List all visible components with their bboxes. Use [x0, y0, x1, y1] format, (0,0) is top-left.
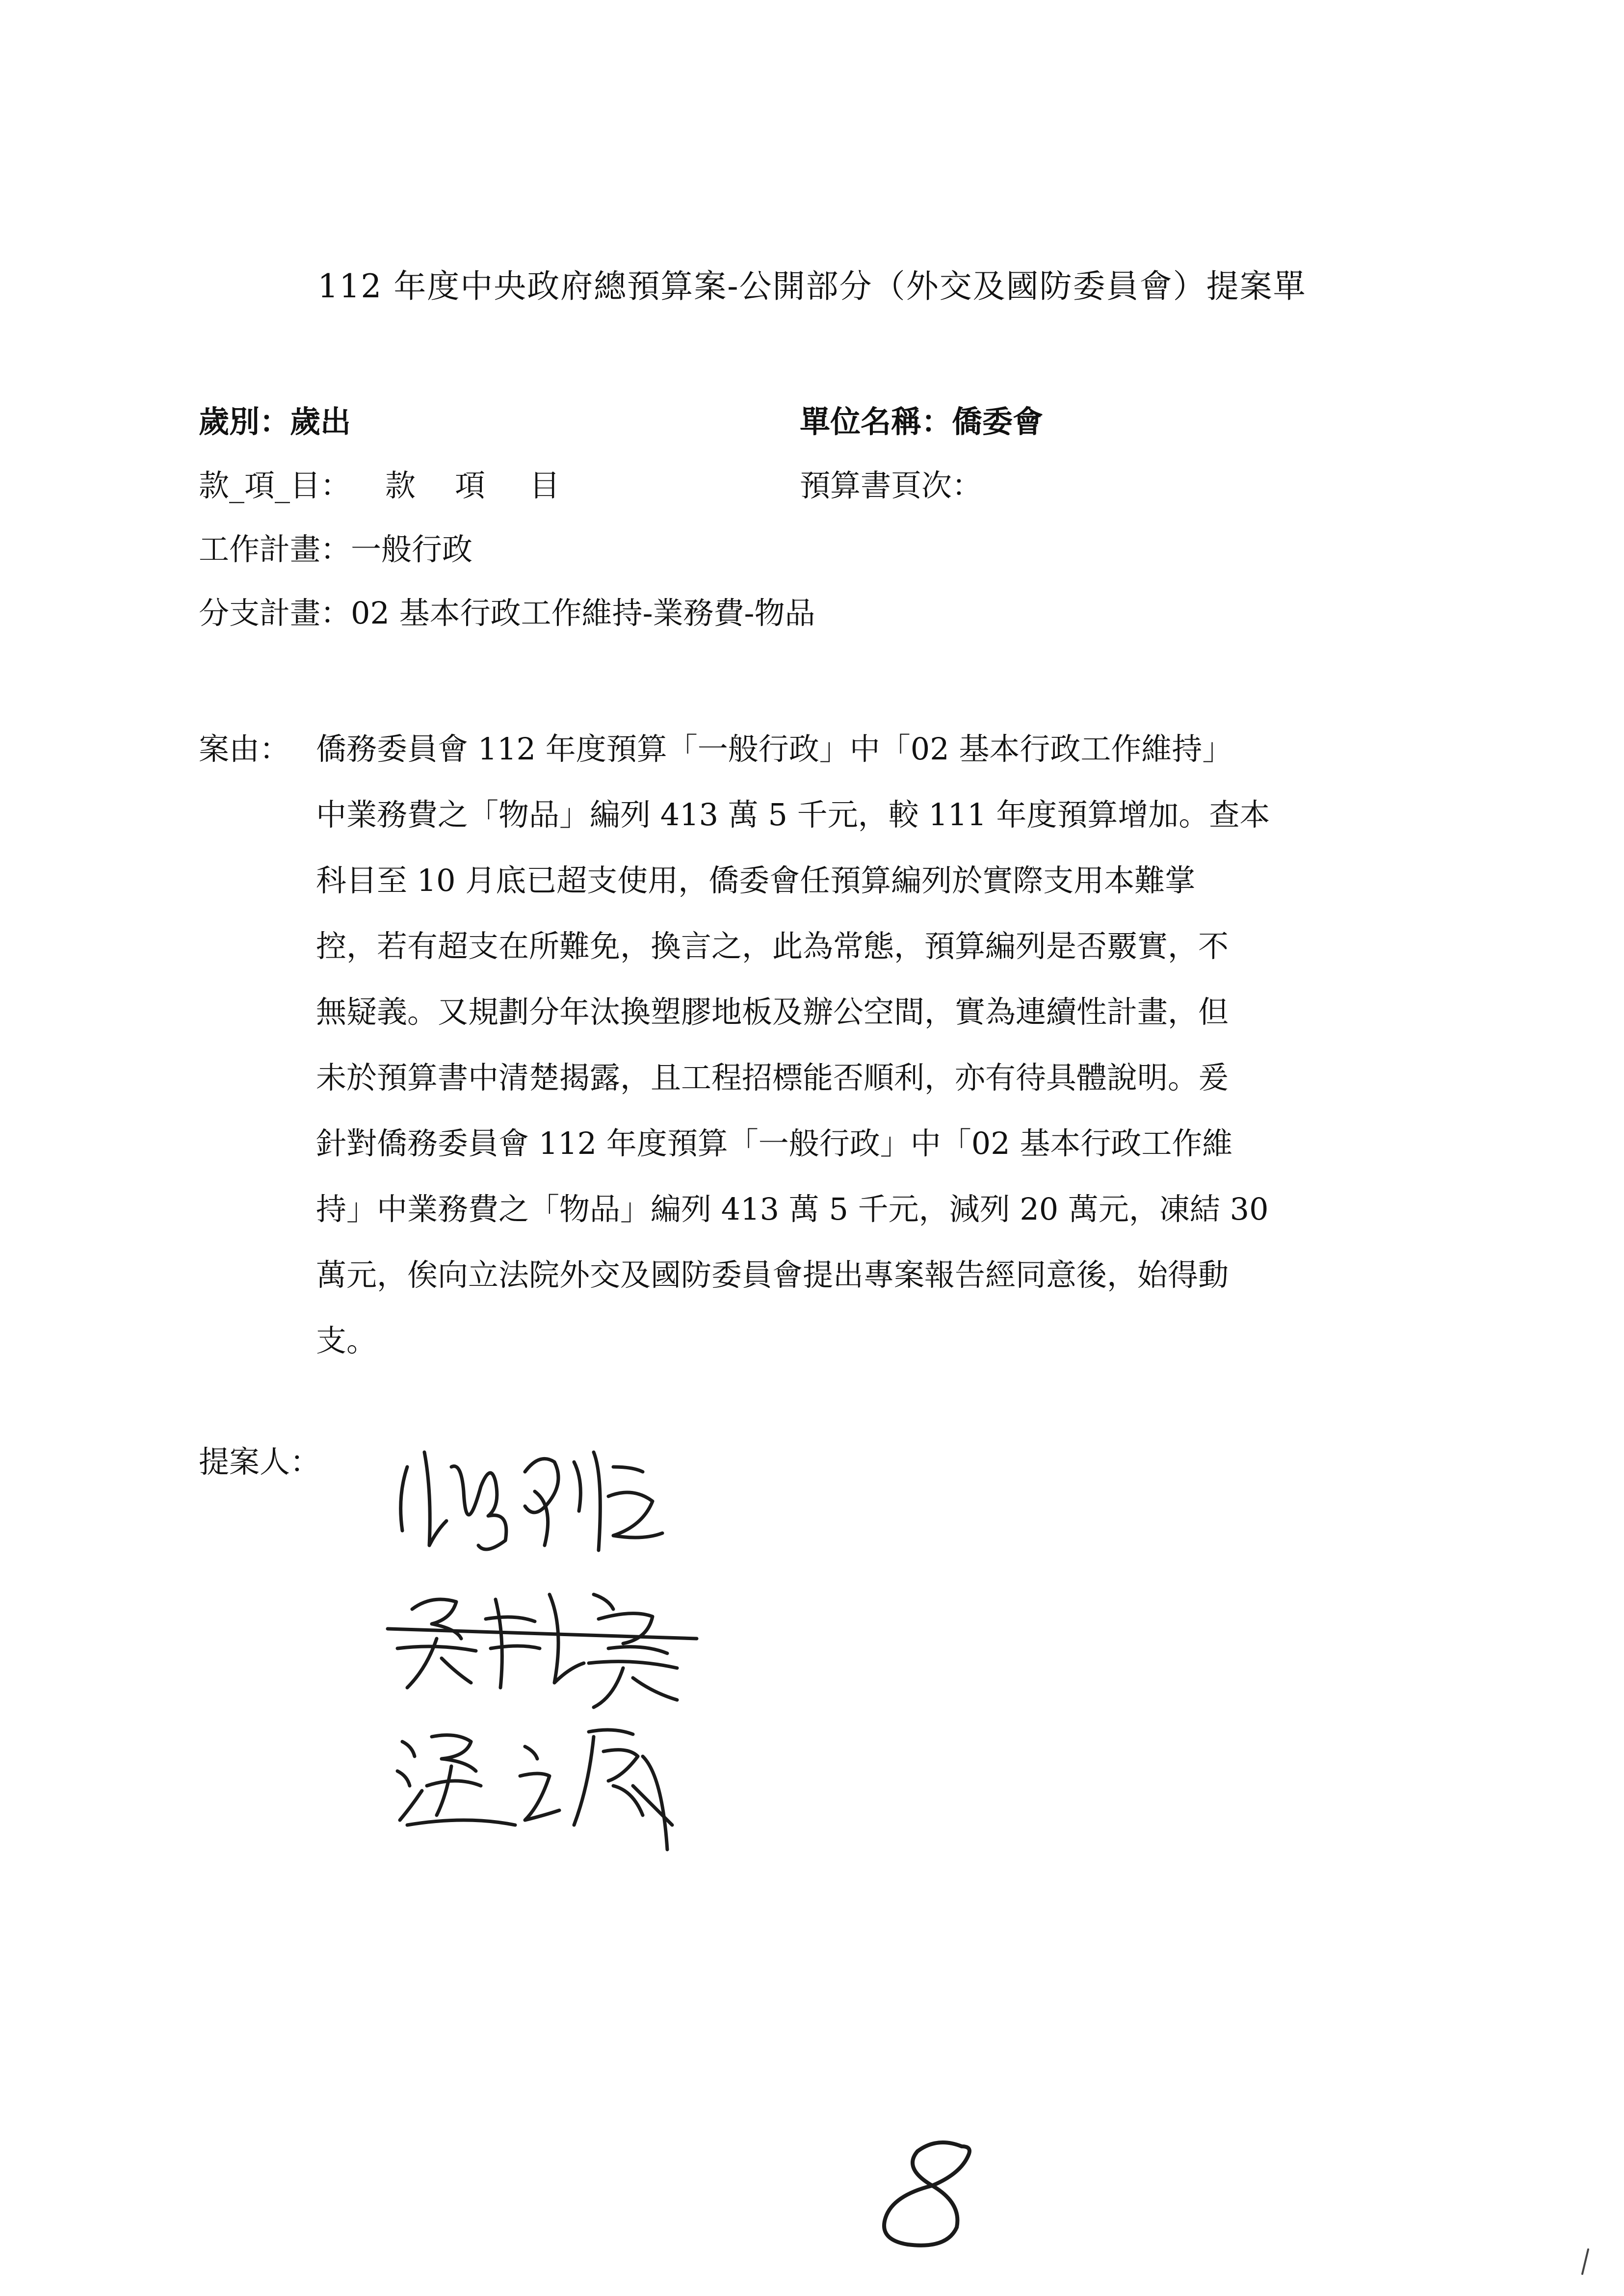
kuan-value: 款: [385, 468, 416, 503]
proposal-line: 無疑義。又規劃分年汰換塑膠地板及辦公空間，實為連續性計畫，但: [316, 994, 1229, 1030]
proposal-body: [316, 716, 1455, 1374]
proposal-line: 中業務費之「物品」編列 413 萬 5 千元，較 111 年度預算增加。查本: [316, 797, 1270, 833]
signature-2: [388, 1594, 697, 1707]
unit-field: [800, 397, 1043, 441]
kuan-xiang-mu-label: 款_項_目：: [199, 468, 351, 503]
sub-plan-field: 分支計畫：02 基本行政工作維持-業務費-物品: [199, 595, 815, 631]
proposal-line: 控，若有超支在所難免，換言之，此為常態，預算編列是否覈實，不: [316, 928, 1229, 964]
xiang-value: 項: [455, 468, 486, 503]
kuan-xiang-mu-field: [199, 461, 560, 505]
handwritten-page-number: [864, 2134, 991, 2252]
signature-3: [397, 1730, 672, 1850]
budget-page-ref-field: [800, 461, 982, 505]
corner-scan-mark: [1577, 2247, 1592, 2276]
category-field: [199, 397, 351, 441]
proposal-line: 針對僑務委員會 112 年度預算「一般行政」中「02 基本行政工作維: [316, 1125, 1233, 1161]
budget-page-ref-label: 預算書頁次：: [800, 468, 983, 503]
proposal-line: 科目至 10 月底已超支使用，僑委會任預算編列於實際支用本難掌: [316, 862, 1196, 898]
unit-value: 僑委會: [952, 404, 1044, 440]
proposal-line: 支。: [316, 1323, 377, 1358]
signatures: [378, 1433, 819, 1923]
document-title: 112 年度中央政府總預算案-公開部分（外交及國防委員會）提案單: [317, 267, 1307, 305]
unit-label: 單位名稱：: [800, 404, 952, 440]
category-label: 歲別：: [199, 404, 290, 440]
proposal-label: 案由：: [199, 731, 290, 767]
signature-1: [401, 1452, 662, 1550]
proposal-line: 持」中業務費之「物品」編列 413 萬 5 千元，減列 20 萬元，凍結 30: [316, 1191, 1269, 1227]
proposal-section: [199, 716, 1455, 1374]
proposers-label: 提案人：: [199, 1444, 321, 1480]
proposal-line: 未於預算書中清楚揭露，且工程招標能否順利，亦有待具體說明。爰: [316, 1060, 1229, 1096]
proposal-line: 萬元，俟向立法院外交及國防委員會提出專案報告經同意後，始得動: [316, 1257, 1229, 1293]
work-plan-field: 工作計畫：一般行政: [199, 531, 473, 567]
mu-value: 目: [529, 468, 560, 503]
proposal-line: 僑務委員會 112 年度預算「一般行政」中「02 基本行政工作維持」: [316, 731, 1233, 767]
category-value: 歲出: [290, 404, 351, 440]
